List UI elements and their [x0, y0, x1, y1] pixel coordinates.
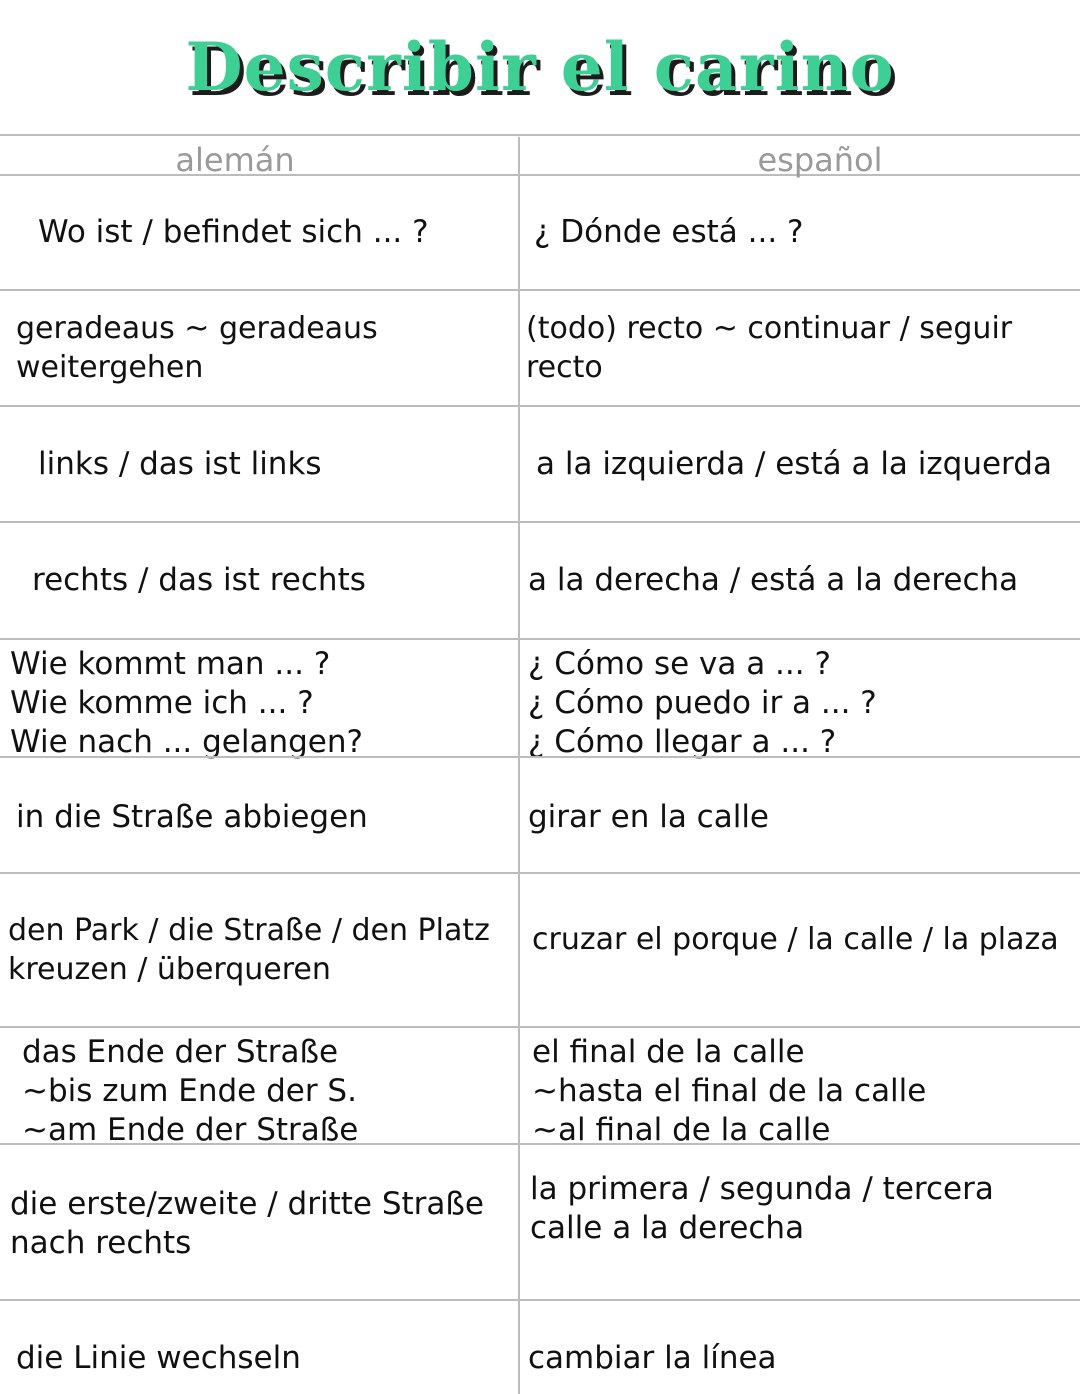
- column-divider: [518, 137, 520, 1394]
- row-10-german: die Linie wechseln: [16, 1339, 301, 1376]
- row-7-german: den Park / die Straße / den Platz kreuzen / überqueren: [8, 913, 490, 987]
- row-9-german: die erste/zweite / dritte Straße nach rechts: [10, 1186, 484, 1261]
- row-2-german: geradeaus ~ geradeaus weitergehen: [16, 311, 378, 385]
- column-header-aleman: alemán: [175, 141, 295, 179]
- row-rule: [0, 756, 1080, 758]
- row-5-german: Wie kommt man ... ? Wie komme ich ... ? Wie nach ... gelangen?: [10, 645, 363, 760]
- row-2-spanish: (todo) recto ~ continuar / seguir recto: [526, 311, 1013, 385]
- row-3-spanish: a la izquierda / está a la izquerda: [536, 445, 1052, 482]
- page-title: Describir el carino: [185, 28, 895, 106]
- row-9-spanish: la primera / segunda / tercera calle a la derecha: [530, 1171, 994, 1246]
- row-6-german: in die Straße abbiegen: [16, 798, 368, 835]
- column-header-espanol: español: [757, 141, 883, 179]
- row-rule: [0, 638, 1080, 640]
- row-rule: [0, 1299, 1080, 1301]
- row-6-spanish: girar en la calle: [528, 798, 770, 835]
- row-5-spanish: ¿ Cómo se va a ... ? ¿ Cómo puedo ir a ... ? ¿ Cómo llegar a ... ?: [528, 645, 877, 760]
- row-4-german: rechts / das ist rechts: [32, 562, 366, 598]
- row-7-spanish: cruzar el porque / la calle / la plaza: [532, 921, 1059, 957]
- row-8-german: das Ende der Straße ~bis zum Ende der S. ~am Ende der Straße: [22, 1033, 359, 1148]
- row-8-spanish: el final de la calle ~hasta el final de la calle ~al final de la calle: [532, 1033, 927, 1148]
- row-1-german: Wo ist / befindet sich ... ?: [38, 214, 429, 250]
- table-top-rule: [0, 134, 1080, 136]
- row-rule: [0, 1143, 1080, 1145]
- row-10-spanish: cambiar la línea: [528, 1339, 777, 1376]
- row-rule: [0, 1026, 1080, 1028]
- row-3-german: links / das ist links: [38, 445, 322, 482]
- row-4-spanish: a la derecha / está a la derecha: [528, 562, 1019, 598]
- row-1-spanish: ¿ Dónde está ... ?: [534, 214, 804, 250]
